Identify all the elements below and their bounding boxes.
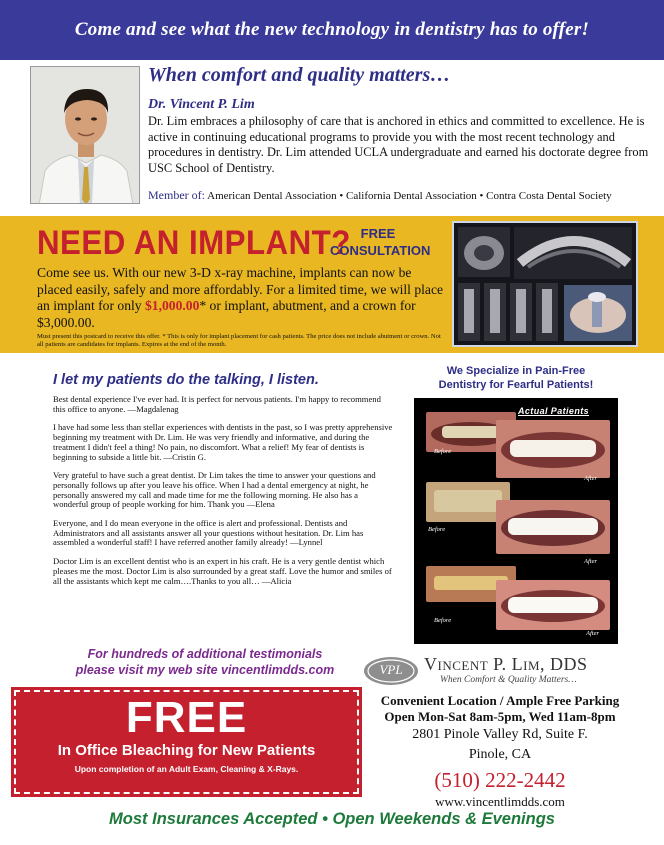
after-photo-1 [496, 420, 610, 478]
testimonials-heading: I let my patients do the talking, I listen. [53, 372, 319, 388]
contact-address-city: Pinole, CA [468, 747, 532, 762]
after-label-3: After [586, 630, 599, 637]
free-consultation-line1: FREE [360, 226, 396, 241]
implant-text-after: * or implant, abutment, and a crown for $3,000.00. [37, 298, 416, 330]
xray-image [452, 221, 638, 347]
testimonial-item: I have had some less than stellar experiences with dentists in the past, so I was pretty apprehensive beginning my treatment with Dr. Lim. He was very friendly and informative, and during the treatment I didn't feel a thing! No pain, no discomfort. What a relief! My fear of dentists is beginning to subside a little bit. —Cristin G. [53, 422, 393, 462]
brand-name: Vincent P. Lim, DDS [424, 654, 588, 674]
doctor-bio: Dr. Lim embraces a philosophy of care that is anchored in ethics and committed to excellence. He is active in continuing educational programs to provide you with the most recent technology and procedures in dentistry. Dr. Lim attended UCLA undergraduate and earned his doctorate degree from USC School of Dentistry. [148, 114, 649, 175]
doctor-photo [30, 66, 140, 204]
top-banner: Come and see what the new technology in dentistry has to offer! [0, 0, 664, 60]
testimonials-list [53, 395, 395, 595]
doctor-name: Dr. Vincent P. Lim [148, 97, 255, 112]
coupon-free-text: FREE [125, 693, 248, 742]
contact-parking: Convenient Location / Ample Free Parking [380, 693, 620, 708]
after-label-2: After [584, 558, 597, 565]
brand-tagline: When Comfort & Quality Matters… [440, 675, 577, 685]
contact-address-street: 2801 Pinole Valley Rd, Suite F. [412, 727, 588, 742]
members-label: Member of: [148, 188, 205, 202]
implant-price: $1,000.00 [144, 298, 200, 313]
contact-website[interactable]: www.vincentlimdds.com [435, 794, 565, 809]
bleaching-coupon [14, 690, 359, 794]
specialize-line1: We Specialize in Pain-Free [446, 365, 586, 377]
web-link-line2: please visit my web site vincentlimdds.com [75, 663, 335, 677]
contact-phone[interactable]: (510) 222-2442 [434, 768, 566, 792]
specialize-heading [414, 364, 618, 392]
actual-patients-label: Actual Patients [518, 406, 590, 416]
implant-text-before: Come see us. With our new 3-D x-ray machine, implants can now be placed easily, safely and more affordably. For a limited time, we will place an implant for only [37, 265, 444, 313]
memberships [148, 188, 658, 203]
intro-tagline: When comfort and quality matters… [148, 64, 451, 86]
footer-tagline: Most Insurances Accepted • Open Weekends & Evenings [109, 810, 555, 828]
implant-fine-print: Must present this postcard to receive this offer. * This is only for implant placement for cash patients. The price does not include abutment or crown. Not all patients are candidates for implants. Expires at the end of the month. [37, 333, 441, 348]
implant-headline: NEED AN IMPLANT? [37, 224, 351, 262]
coupon-offer: In Office Bleaching for New Patients [57, 742, 316, 759]
logo-monogram: VPL [379, 662, 403, 677]
after-label-1: After [584, 475, 597, 482]
before-label-1: Before [434, 448, 452, 455]
web-link-line1: For hundreds of additional testimonials [87, 647, 323, 661]
coupon-condition: Upon completion of an Adult Exam, Cleaning & X-Rays. [74, 764, 299, 774]
after-photo-2 [496, 500, 610, 554]
free-consultation [330, 225, 431, 259]
implant-description [37, 265, 447, 331]
testimonials-website-link[interactable] [40, 646, 370, 678]
vpl-logo-icon [363, 656, 419, 686]
testimonial-item: Very grateful to have such a great dentist. Dr Lim takes the time to answer your questions and personally follows up after you leave his office. When I had a dental emergency at night, he personally answered my call and made time for me the following morning. He also has a wonderful group of people working for him. Thank you —Elena [53, 470, 376, 510]
testimonial-item: Everyone, and I do mean everyone in the office is alert and professional. Dentists and Administrators and all assistants answer all your questions without hesitation. Dr. Lim has assembled a wonderful staff! I have referred another family already! —Lynnel [53, 518, 364, 548]
before-label-3: Before [434, 617, 452, 624]
after-photo-3 [496, 580, 610, 630]
free-consultation-line2: CONSULTATION [330, 243, 431, 258]
testimonial-item: Best dental experience I've ever had. It is perfect for nervous patients. I'm happy to recommend this office to anyone. —Magdalenag [53, 394, 381, 414]
contact-hours: Open Mon-Sat 8am-5pm, Wed 11am-8pm [384, 709, 616, 724]
specialize-line2: Dentistry for Fearful Patients! [438, 379, 594, 391]
testimonial-item: Doctor Lim is an excellent dentist who is an expert in his craft. He is a very gentle dentist which pleases me the most. Doctor Lim is also surrounded by a great staff. Love the humor and smiles of all the assistants which kept me calm….Thanks to you all… —Alicia [53, 556, 392, 586]
before-label-2: Before [428, 526, 446, 533]
members-list: American Dental Association • California Dental Association • Contra Costa Dental Society [207, 190, 612, 202]
contact-block [365, 693, 635, 810]
